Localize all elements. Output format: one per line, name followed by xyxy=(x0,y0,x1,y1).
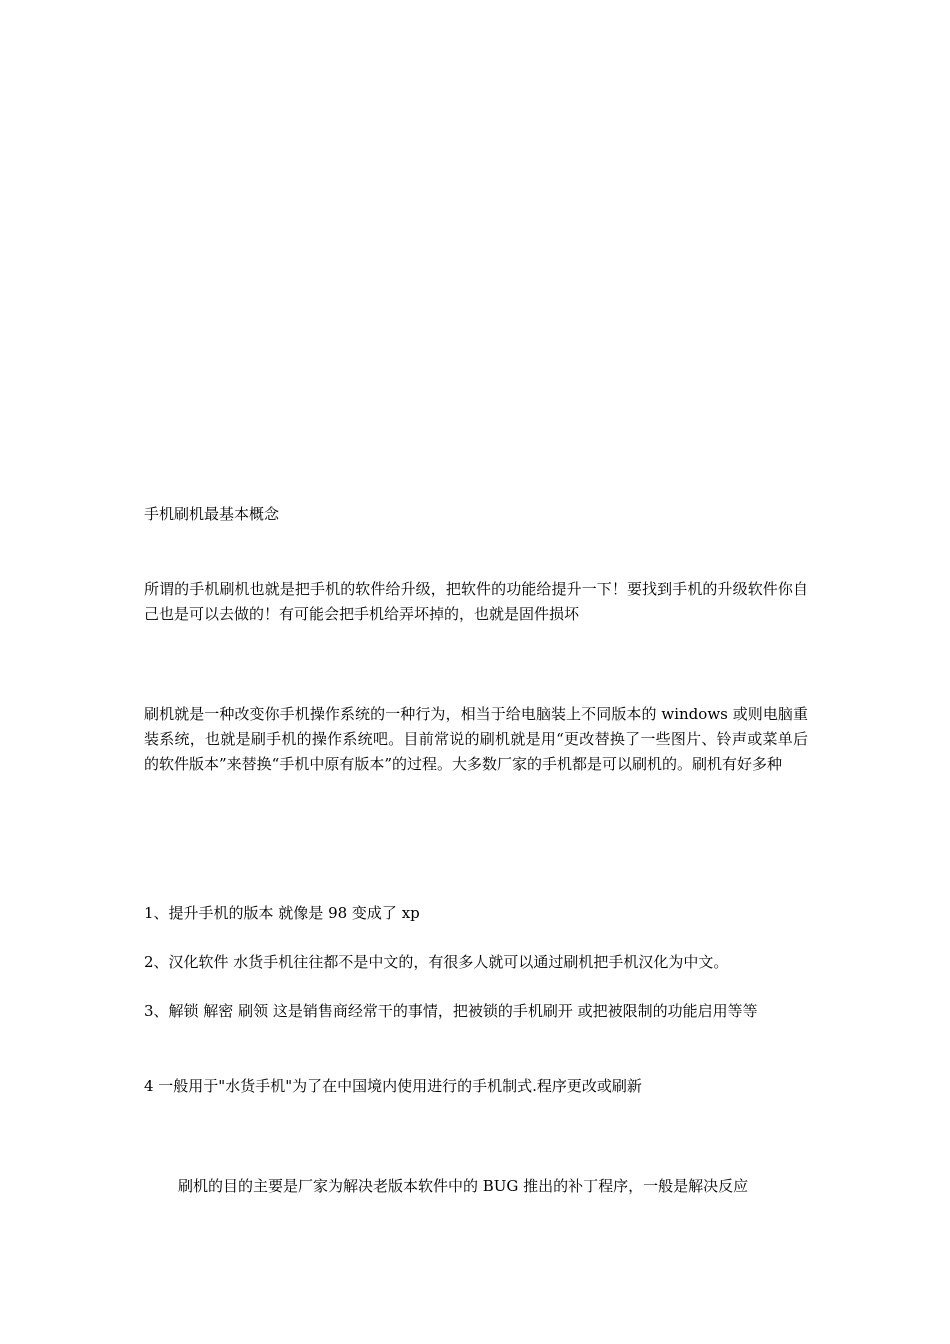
list-item-1: 1、提升手机的版本 就像是 98 变成了 xp xyxy=(144,904,420,922)
list-item-3: 3、解锁 解密 刷领 这是销售商经常干的事情，把被锁的手机刷开 或把被限制的功能启用等等 xyxy=(144,1002,758,1020)
paragraph-closing: 刷机的目的主要是厂家为解决老版本软件中的 BUG 推出的补丁程序，一般是解决反应 xyxy=(178,1177,749,1195)
paragraph-intro: 所谓的手机刷机也就是把手机的软件给升级，把软件的功能给提升一下！要找到手机的升级软件你自己也是可以去做的！有可能会把手机给弄坏掉的，也就是固件损坏 xyxy=(144,580,808,623)
list-item-4: 4 一般用于"水货手机"为了在中国境内使用进行的手机制式.程序更改或刷新 xyxy=(144,1077,642,1095)
paragraph-definition: 刷机就是一种改变你手机操作系统的一种行为，相当于给电脑装上不同版本的 windows 或则电脑重装系统，也就是刷手机的操作系统吧。目前常说的刷机就是用“更改替换了一些图片、铃声或菜单后的软件版本”来替换“手机中原有版本”的过程。大多数厂家的手机都是可以刷机的。刷机有好多种 xyxy=(144,705,808,773)
document-title: 手机刷机最基本概念 xyxy=(144,505,280,523)
list-item-2: 2、汉化软件 水货手机往往都不是中文的，有很多人就可以通过刷机把手机汉化为中文。 xyxy=(144,953,729,971)
